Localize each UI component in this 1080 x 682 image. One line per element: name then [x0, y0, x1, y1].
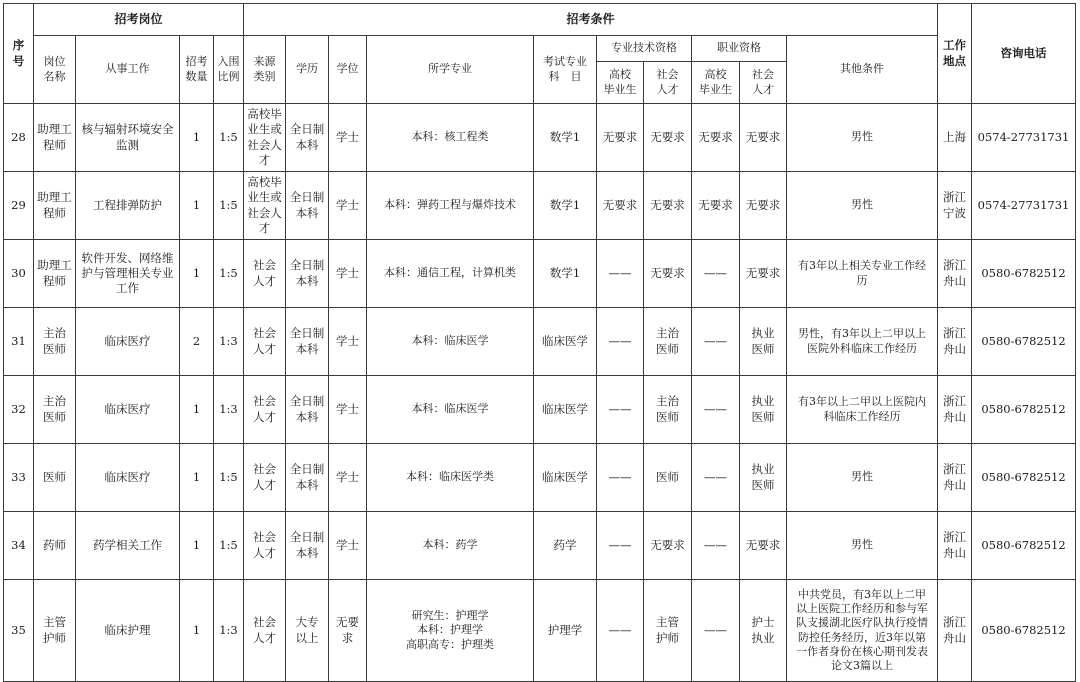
- cell-education: 全日制 本科: [286, 512, 329, 580]
- cell-career-social: 无要求: [740, 240, 787, 308]
- cell-work: 工程排弹防护: [76, 172, 180, 240]
- cell-education: 全日制 本科: [286, 376, 329, 444]
- table-row: [4, 580, 1076, 682]
- cell-location: 浙江 舟山: [938, 240, 972, 308]
- cell-location: 浙江 舟山: [938, 308, 972, 376]
- header-career-social: 社会 人才: [740, 62, 787, 104]
- cell-count: 1: [180, 104, 214, 172]
- cell-count: 1: [180, 444, 214, 512]
- cell-source: 高校毕 业生或 社会人 才: [244, 104, 286, 172]
- header-education: 学历: [286, 36, 329, 104]
- cell-tech-social: 主治 医师: [644, 376, 692, 444]
- cell-source: 社会 人才: [244, 580, 286, 682]
- cell-post-name: 主管 护师: [34, 580, 76, 682]
- cell-ratio: 1:3: [214, 308, 244, 376]
- table-row: [4, 376, 1076, 444]
- cell-degree: 学士: [329, 308, 367, 376]
- cell-tech-grad: ——: [597, 580, 644, 682]
- cell-career-social: 执业 医师: [740, 444, 787, 512]
- cell-other: 有3年以上相关专业工作经 历: [787, 240, 938, 308]
- cell-source: 社会 人才: [244, 376, 286, 444]
- cell-seq: 32: [4, 376, 34, 444]
- cell-career-grad: ——: [692, 240, 740, 308]
- table-body: [4, 104, 1076, 682]
- cell-tech-social: 医师: [644, 444, 692, 512]
- table-row: [4, 104, 1076, 172]
- cell-count: 1: [180, 172, 214, 240]
- cell-work: 软件开发、网络维 护与管理相关专业 工作: [76, 240, 180, 308]
- cell-career-social: 无要求: [740, 172, 787, 240]
- cell-career-grad: ——: [692, 308, 740, 376]
- cell-other: 男性，有3年以上二甲以上 医院外科临床工作经历: [787, 308, 938, 376]
- cell-work: 核与辐射环境安全 监测: [76, 104, 180, 172]
- cell-post-name: 助理工 程师: [34, 240, 76, 308]
- cell-degree: 学士: [329, 104, 367, 172]
- cell-other: 男性: [787, 172, 938, 240]
- cell-post-name: 医师: [34, 444, 76, 512]
- cell-count: 1: [180, 240, 214, 308]
- cell-exam: 护理学: [534, 580, 597, 682]
- cell-phone: 0580-6782512: [972, 512, 1076, 580]
- cell-degree: 学士: [329, 512, 367, 580]
- cell-phone: 0580-6782512: [972, 240, 1076, 308]
- cell-source: 社会 人才: [244, 240, 286, 308]
- cell-phone: 0580-6782512: [972, 444, 1076, 512]
- cell-count: 1: [180, 580, 214, 682]
- cell-post-name: 主治 医师: [34, 376, 76, 444]
- header-career-grad: 高校 毕业生: [692, 62, 740, 104]
- cell-degree: 学士: [329, 444, 367, 512]
- cell-exam: 临床医学: [534, 376, 597, 444]
- cell-tech-grad: 无要求: [597, 104, 644, 172]
- cell-career-social: 执业 医师: [740, 376, 787, 444]
- cell-seq: 33: [4, 444, 34, 512]
- cell-other: 男性: [787, 444, 938, 512]
- cell-seq: 31: [4, 308, 34, 376]
- cell-tech-social: 无要求: [644, 512, 692, 580]
- cell-education: 全日制 本科: [286, 308, 329, 376]
- cell-count: 1: [180, 376, 214, 444]
- cell-major: 本科：药学: [367, 512, 534, 580]
- cell-work: 临床医疗: [76, 444, 180, 512]
- header-source: 来源 类别: [244, 36, 286, 104]
- header-major: 所学专业: [367, 36, 534, 104]
- table-row: [4, 172, 1076, 240]
- cell-exam: 数学1: [534, 240, 597, 308]
- cell-tech-grad: ——: [597, 308, 644, 376]
- header-degree: 学位: [329, 36, 367, 104]
- cell-exam: 药学: [534, 512, 597, 580]
- header-tech-grad: 高校 毕业生: [597, 62, 644, 104]
- cell-major: 本科：弹药工程与爆炸技术: [367, 172, 534, 240]
- cell-ratio: 1:3: [214, 376, 244, 444]
- cell-other: 中共党员，有3年以上二甲 以上医院工作经历和参与军 队支援湖北医疗队执行疫情 防控任务经历，近3年以第 一作者身份在核心期刊发表 论文3篇以上: [787, 580, 938, 682]
- cell-phone: 0574-27731731: [972, 104, 1076, 172]
- table-row: [4, 240, 1076, 308]
- cell-ratio: 1:5: [214, 512, 244, 580]
- cell-degree: 无要 求: [329, 580, 367, 682]
- cell-education: 大专 以上: [286, 580, 329, 682]
- cell-location: 浙江 舟山: [938, 512, 972, 580]
- header-work: 从事工作: [76, 36, 180, 104]
- header-ratio: 入围 比例: [214, 36, 244, 104]
- cell-tech-social: 无要求: [644, 172, 692, 240]
- cell-other: 有3年以上二甲以上医院内 科临床工作经历: [787, 376, 938, 444]
- cell-tech-grad: 无要求: [597, 172, 644, 240]
- cell-tech-grad: ——: [597, 512, 644, 580]
- cell-location: 浙江 宁波: [938, 172, 972, 240]
- cell-tech-grad: ——: [597, 444, 644, 512]
- cell-count: 2: [180, 308, 214, 376]
- cell-career-grad: ——: [692, 512, 740, 580]
- cell-exam: 数学1: [534, 172, 597, 240]
- cell-location: 上海: [938, 104, 972, 172]
- cell-career-social: 执业 医师: [740, 308, 787, 376]
- cell-exam: 临床医学: [534, 444, 597, 512]
- cell-phone: 0580-6782512: [972, 376, 1076, 444]
- cell-major: 本科：核工程类: [367, 104, 534, 172]
- cell-other: 男性: [787, 512, 938, 580]
- cell-source: 社会 人才: [244, 308, 286, 376]
- cell-source: 高校毕 业生或 社会人 才: [244, 172, 286, 240]
- table-row: [4, 512, 1076, 580]
- cell-phone: 0580-6782512: [972, 580, 1076, 682]
- header-other: 其他条件: [787, 36, 938, 104]
- cell-major: 研究生：护理学 本科：护理学 高职高专：护理类: [367, 580, 534, 682]
- cell-work: 临床护理: [76, 580, 180, 682]
- cell-work: 临床医疗: [76, 308, 180, 376]
- cell-major: 本科：通信工程，计算机类: [367, 240, 534, 308]
- cell-major: 本科：临床医学: [367, 376, 534, 444]
- cell-ratio: 1:5: [214, 104, 244, 172]
- cell-ratio: 1:5: [214, 172, 244, 240]
- cell-exam: 临床医学: [534, 308, 597, 376]
- cell-major: 本科：临床医学类: [367, 444, 534, 512]
- cell-source: 社会 人才: [244, 444, 286, 512]
- cell-tech-grad: ——: [597, 376, 644, 444]
- cell-education: 全日制 本科: [286, 240, 329, 308]
- cell-seq: 34: [4, 512, 34, 580]
- cell-education: 全日制 本科: [286, 172, 329, 240]
- header-seq: 序 号: [4, 4, 34, 104]
- header-tech-social: 社会 人才: [644, 62, 692, 104]
- cell-degree: 学士: [329, 172, 367, 240]
- cell-phone: 0574-27731731: [972, 172, 1076, 240]
- cell-post-name: 药师: [34, 512, 76, 580]
- cell-seq: 28: [4, 104, 34, 172]
- recruitment-table: [3, 3, 1076, 682]
- cell-degree: 学士: [329, 240, 367, 308]
- cell-other: 男性: [787, 104, 938, 172]
- cell-career-social: 无要求: [740, 104, 787, 172]
- cell-tech-social: 主管 护师: [644, 580, 692, 682]
- cell-post-name: 助理工 程师: [34, 172, 76, 240]
- cell-ratio: 1:5: [214, 240, 244, 308]
- cell-exam: 数学1: [534, 104, 597, 172]
- cell-seq: 29: [4, 172, 34, 240]
- cell-tech-social: 主治 医师: [644, 308, 692, 376]
- header-group-post: 招考岗位: [34, 4, 244, 36]
- cell-major: 本科：临床医学: [367, 308, 534, 376]
- header-phone: 咨询电话: [972, 4, 1076, 104]
- cell-tech-social: 无要求: [644, 104, 692, 172]
- cell-tech-social: 无要求: [644, 240, 692, 308]
- cell-location: 浙江 舟山: [938, 580, 972, 682]
- table-row: [4, 308, 1076, 376]
- cell-career-grad: 无要求: [692, 104, 740, 172]
- cell-work: 临床医疗: [76, 376, 180, 444]
- cell-post-name: 助理工 程师: [34, 104, 76, 172]
- cell-degree: 学士: [329, 376, 367, 444]
- cell-seq: 30: [4, 240, 34, 308]
- cell-location: 浙江 舟山: [938, 376, 972, 444]
- cell-ratio: 1:3: [214, 580, 244, 682]
- cell-count: 1: [180, 512, 214, 580]
- cell-seq: 35: [4, 580, 34, 682]
- cell-career-grad: ——: [692, 580, 740, 682]
- cell-tech-grad: ——: [597, 240, 644, 308]
- header-career-qual: 职业资格: [692, 36, 787, 62]
- cell-education: 全日制 本科: [286, 444, 329, 512]
- header-count: 招考 数量: [180, 36, 214, 104]
- header-exam: 考试专业 科 目: [534, 36, 597, 104]
- cell-location: 浙江 舟山: [938, 444, 972, 512]
- cell-source: 社会 人才: [244, 512, 286, 580]
- cell-post-name: 主治 医师: [34, 308, 76, 376]
- header-post-name: 岗位 名称: [34, 36, 76, 104]
- cell-career-social: 无要求: [740, 512, 787, 580]
- cell-career-social: 护士 执业: [740, 580, 787, 682]
- cell-career-grad: ——: [692, 376, 740, 444]
- cell-education: 全日制 本科: [286, 104, 329, 172]
- cell-career-grad: 无要求: [692, 172, 740, 240]
- header-tech-qual: 专业技术资格: [597, 36, 692, 62]
- cell-career-grad: ——: [692, 444, 740, 512]
- cell-ratio: 1:5: [214, 444, 244, 512]
- header-group-conditions: 招考条件: [244, 4, 938, 36]
- table-row: [4, 444, 1076, 512]
- header-location: 工作 地点: [938, 4, 972, 104]
- cell-work: 药学相关工作: [76, 512, 180, 580]
- cell-phone: 0580-6782512: [972, 308, 1076, 376]
